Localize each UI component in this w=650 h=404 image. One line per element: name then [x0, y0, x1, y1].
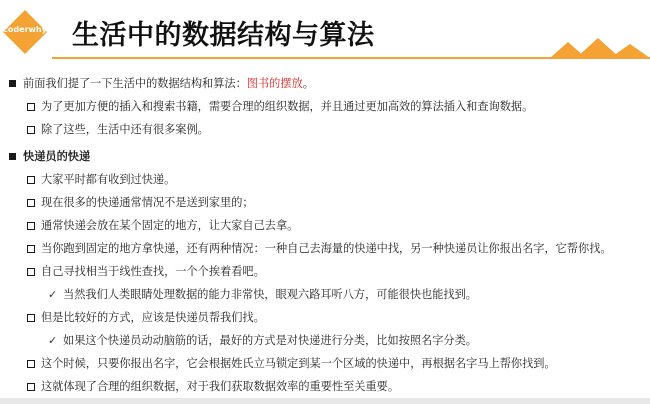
coderwhy-logo: [3, 10, 47, 54]
item-text: 现在很多的快递通常情况不是送到家里的；: [41, 196, 254, 209]
item-text: 通常快递会放在某个固定的地方，让大家自己去拿。: [41, 219, 299, 232]
intro-text: 前面我们提了一下生活中的数据结构和算法：: [23, 77, 247, 90]
logo-text: coderwhy: [3, 25, 47, 34]
item-text: 这个时候，只要你报出名字，它会根据姓氏立马锁定到某一个区域的快递中，再根据名字马上帮你找到。: [41, 357, 556, 370]
mountains-decoration: [550, 38, 650, 58]
item-text: 大家平时都有收到过快递。: [41, 173, 176, 186]
item-text: 自己寻找相当于线性查找，一个个挨着看吧。: [41, 265, 265, 278]
square-bullet-icon: [9, 153, 16, 160]
item-text: 当你跑到固定的地方拿快递，还有两种情况：一种自己去海量的快递中找，另一种快递员让你报出名字，它帮你找。: [41, 242, 612, 255]
hollow-square-bullet-icon: [27, 103, 35, 111]
hollow-square-bullet-icon: [27, 199, 35, 207]
section-heading: 快递员的快递: [23, 150, 91, 163]
checkmark-icon: ✓: [48, 288, 58, 301]
page-title: 生活中的数据结构与算法: [72, 20, 375, 51]
highlight-text: 图书的摆放: [246, 77, 303, 90]
bottom-scroll-strip: [0, 398, 650, 404]
item-text: 为了更加方便的插入和搜索书籍，需要合理的组织数据，并且通过更加高效的算法插入和查询数据。: [41, 100, 534, 113]
hollow-square-bullet-icon: [27, 176, 35, 184]
slide-header: [0, 0, 650, 64]
item-text: 这就体现了合理的组织数据，对于我们获取数据效率的重要性至关重要。: [41, 380, 400, 393]
hollow-square-bullet-icon: [27, 126, 35, 134]
square-bullet-icon: [9, 80, 16, 87]
checkmark-icon: ✓: [48, 334, 58, 347]
hollow-square-bullet-icon: [27, 222, 35, 230]
hollow-square-bullet-icon: [27, 268, 35, 276]
intro-end: 。: [302, 77, 314, 90]
hollow-square-bullet-icon: [27, 245, 35, 253]
item-text: 但是比较好的方式，应该是快递员帮我们找。: [41, 311, 265, 324]
hollow-square-bullet-icon: [27, 314, 35, 322]
hollow-square-bullet-icon: [27, 360, 35, 368]
item-text: 除了这些，生活中还有很多案例。: [41, 123, 209, 136]
item-text: 如果这个快递员动动脑筋的话，最好的方式是对快递进行分类，比如按照名字分类。: [63, 334, 477, 347]
hollow-square-bullet-icon: [27, 383, 35, 391]
item-text: 当然我们人类眼睛处理数据的能力非常快，眼观六路耳听八方，可能很快也能找到。: [63, 288, 477, 301]
